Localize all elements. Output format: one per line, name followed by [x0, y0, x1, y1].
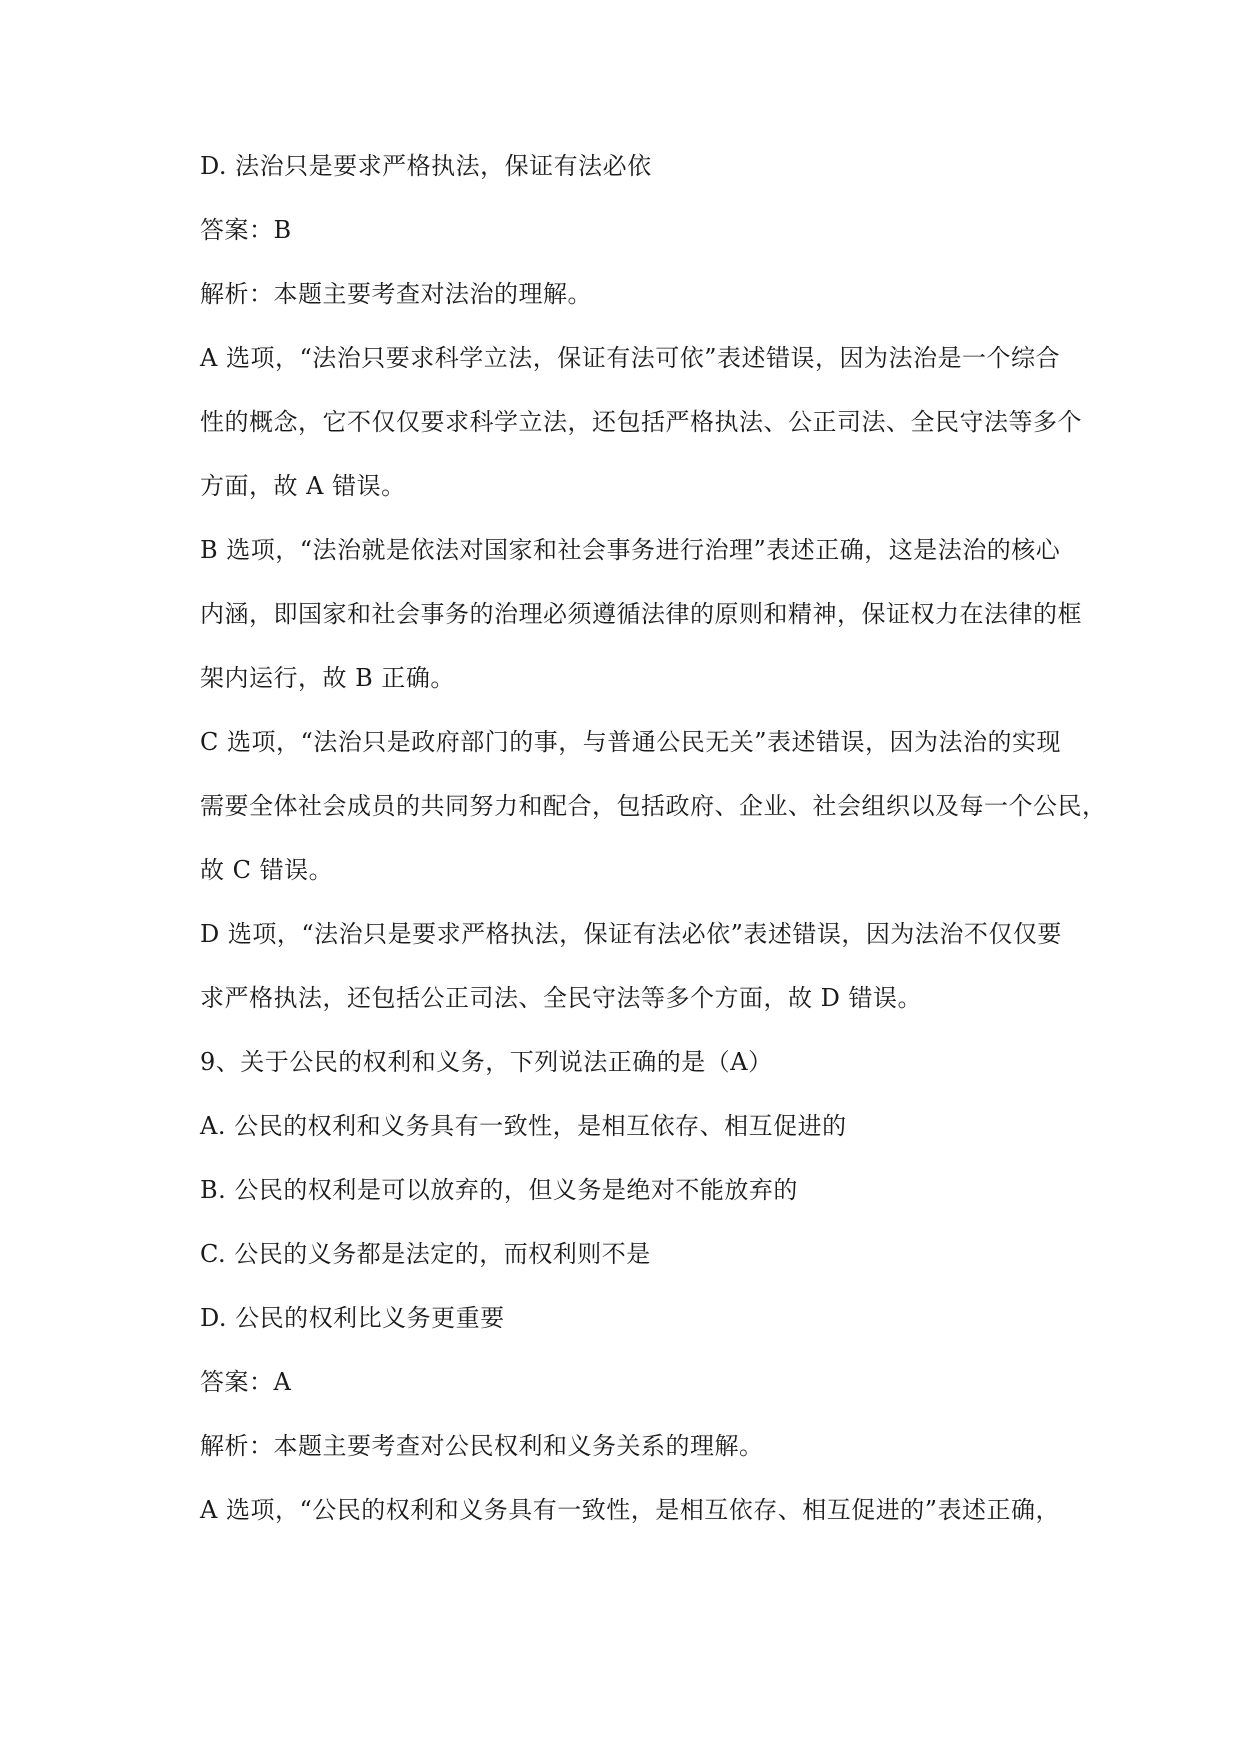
q8-analysis-a-line3: 方面，故 A 错误。 — [200, 472, 406, 500]
q9-answer: 答案：A — [200, 1368, 292, 1396]
q9-analysis-a-line1: A 选项，“公民的权利和义务具有一致性，是相互依存、相互促进的”表述正确， — [200, 1496, 1060, 1524]
q8-analysis-b-line3: 架内运行，故 B 正确。 — [200, 664, 455, 692]
q8-analysis-b-line2: 内涵，即国家和社会事务的治理必须遵循法律的原则和精神，保证权力在法律的框 — [200, 600, 1082, 628]
q9-option-d: D. 公民的权利比义务更重要 — [200, 1304, 505, 1332]
q8-analysis-d-line1: D 选项，“法治只是要求严格执法，保证有法必依”表述错误，因为法治不仅仅要 — [200, 920, 1062, 948]
q8-analysis-c-line2: 需要全体社会成员的共同努力和配合，包括政府、企业、社会组织以及每一个公民， — [200, 792, 1107, 820]
q8-analysis-a-line1: A 选项，“法治只要求科学立法，保证有法可依”表述错误，因为法治是一个综合 — [200, 344, 1060, 372]
q9-option-a: A. 公民的权利和义务具有一致性，是相互依存、相互促进的 — [200, 1112, 847, 1140]
q9-analysis-intro: 解析：本题主要考查对公民权利和义务关系的理解。 — [200, 1432, 764, 1460]
q9-option-b: B. 公民的权利是可以放弃的，但义务是绝对不能放弃的 — [200, 1176, 798, 1204]
q8-analysis-intro: 解析：本题主要考查对法治的理解。 — [200, 280, 592, 308]
q8-analysis-c-line1: C 选项，“法治只是政府部门的事，与普通公民无关”表述错误，因为法治的实现 — [200, 728, 1062, 756]
q8-answer: 答案：B — [200, 216, 292, 244]
q8-analysis-c-line3: 故 C 错误。 — [200, 856, 334, 884]
q8-analysis-b-line1: B 选项，“法治就是依法对国家和社会事务进行治理”表述正确，这是法治的核心 — [200, 536, 1061, 564]
q9-option-c: C. 公民的义务都是法定的，而权利则不是 — [200, 1240, 651, 1268]
q8-option-d: D. 法治只是要求严格执法，保证有法必依 — [200, 152, 652, 180]
q9-question: 9、关于公民的权利和义务，下列说法正确的是（A） — [200, 1048, 773, 1076]
q8-analysis-a-line2: 性的概念，它不仅仅要求科学立法，还包括严格执法、公正司法、全民守法等多个 — [200, 408, 1082, 436]
q8-analysis-d-line2: 求严格执法，还包括公正司法、全民守法等多个方面，故 D 错误。 — [200, 984, 922, 1012]
